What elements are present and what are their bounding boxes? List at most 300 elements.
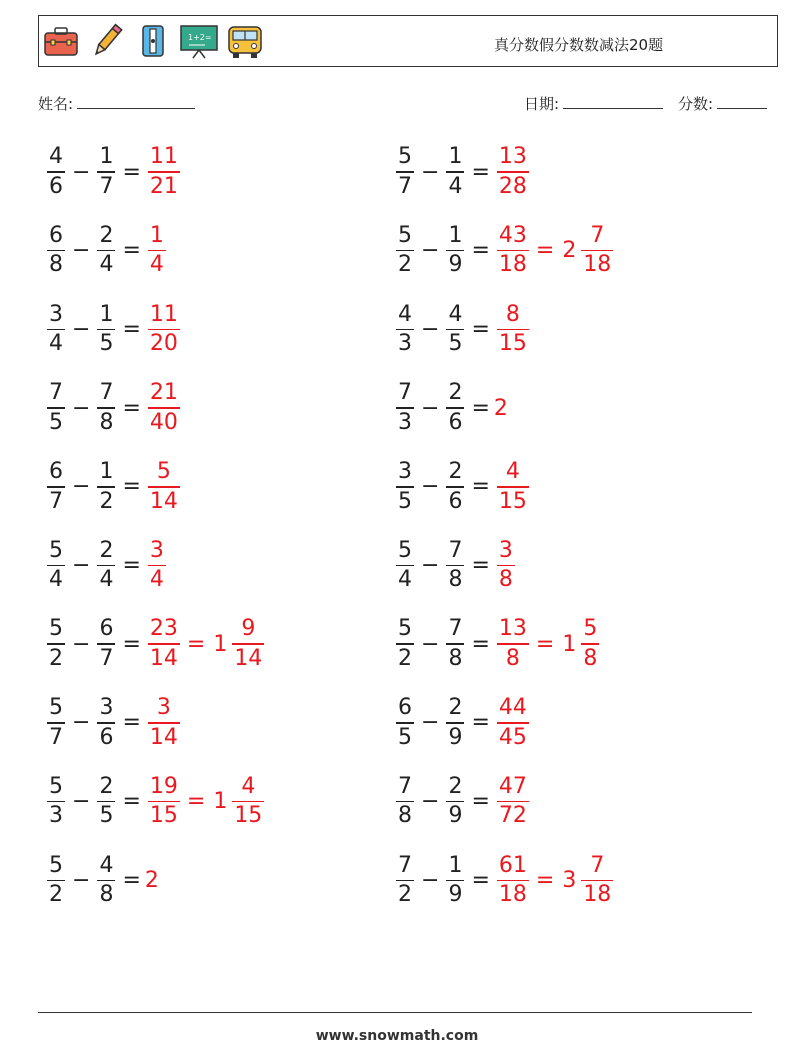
score-field [678,93,767,114]
denominator: 8 [448,567,463,593]
subtrahend-fraction [97,773,115,829]
minuend-fraction [47,773,65,829]
minus-sign: − [421,710,440,736]
mixed-whole: 1 [213,631,228,657]
equals-sign: = [122,316,141,342]
problem-row [393,457,532,517]
denominator: 4 [99,567,114,593]
equals-sign: = [122,474,141,500]
problem-row [44,614,267,674]
equals-sign: = [471,474,490,500]
numerator: 7 [398,773,412,799]
denominator: 4 [49,331,63,357]
equals-sign: = [471,867,490,893]
answer-fraction [497,697,529,749]
denominator: 14 [234,645,263,671]
mixed-fraction [232,618,264,670]
score-blank [717,94,767,109]
pencil-icon [87,21,127,61]
answer-fraction [148,382,180,434]
minuend-fraction [396,382,414,434]
mixed-whole: 3 [562,867,577,893]
denominator: 9 [448,882,463,908]
subtrahend-fraction [97,301,115,357]
answer-equals-sign: = [535,631,555,657]
subtrahend-fraction [446,461,464,513]
minus-sign: − [421,395,440,421]
minus-sign: − [421,238,440,264]
answer [494,146,532,198]
numerator: 3 [49,301,63,327]
denominator: 4 [49,567,63,593]
denominator: 2 [49,882,63,908]
denominator: 4 [149,567,164,593]
numerator: 2 [448,380,463,406]
denominator: 18 [498,882,527,908]
answer-equals-sign: = [535,867,555,893]
problem-row [393,614,602,674]
denominator: 9 [448,724,463,750]
answer-fraction [497,773,529,829]
answer [145,618,267,670]
mixed-whole: 2 [562,238,577,264]
denominator: 14 [149,645,178,671]
denominator: 8 [505,645,520,671]
denominator: 15 [234,803,263,829]
numerator: 5 [398,144,412,170]
equals-sign: = [471,631,490,657]
denominator: 28 [498,173,527,199]
mixed-whole: 1 [562,631,577,657]
subtrahend-fraction [446,852,464,908]
denominator: 2 [398,252,412,278]
subtrahend-fraction [97,222,115,278]
denominator: 8 [448,645,463,671]
answer [145,868,159,893]
answer [145,222,169,278]
mixed-fraction [581,852,613,908]
numerator: 19 [149,773,178,799]
problem-row [393,536,518,596]
minuend-fraction [47,301,65,357]
denominator: 2 [49,645,63,671]
minus-sign: − [72,631,91,657]
name-field [38,93,195,114]
subtrahend-fraction [97,697,115,749]
numerator: 4 [505,459,520,485]
numerator: 6 [398,695,412,721]
minus-sign: − [421,631,440,657]
numerator: 5 [49,773,63,799]
equals-sign: = [122,159,141,185]
denominator: 40 [149,409,178,435]
answer-fraction [148,773,180,829]
denominator: 6 [49,173,63,199]
minuend-fraction [47,461,65,513]
denominator: 2 [99,488,114,514]
minuend-fraction [396,852,414,908]
problem-row [44,142,183,202]
denominator: 20 [149,331,178,357]
denominator: 8 [398,803,412,829]
subtrahend-fraction [446,301,464,357]
problem-row [44,378,183,438]
denominator: 8 [583,645,598,671]
minus-sign: − [72,553,91,578]
numerator: 7 [448,537,463,563]
equals-sign: = [471,159,490,185]
footer-divider [38,1012,752,1013]
answer [494,396,508,421]
numerator: 4 [241,773,256,799]
minuend-fraction [47,222,65,278]
answer-fraction [148,301,180,357]
answer-equals-sign: = [186,789,206,815]
minuend-fraction [396,618,414,670]
problem-row [393,693,532,753]
denominator: 18 [498,252,527,278]
numerator: 7 [590,852,605,878]
answer-fraction [148,697,180,749]
numerator: 61 [498,852,527,878]
subtrahend-fraction [97,618,115,670]
denominator: 7 [398,173,412,199]
equals-sign: = [471,395,490,421]
subtrahend-fraction [446,537,464,593]
answer [145,697,183,749]
equals-sign: = [122,238,141,264]
minuend-fraction [396,461,414,513]
denominator: 6 [448,488,463,514]
school-bus-icon [225,21,265,61]
numerator: 1 [99,459,114,485]
answer-fraction [497,537,515,593]
equals-sign: = [471,316,490,342]
minus-sign: − [72,474,91,500]
denominator: 15 [498,331,527,357]
problem-row [44,221,169,281]
svg-text:1+2=: 1+2= [188,33,212,42]
footer-url: www.snowmath.com [315,1028,479,1044]
problem-row [44,772,267,832]
subtrahend-fraction [446,382,464,434]
minuend-fraction [47,852,65,908]
denominator: 7 [99,173,114,199]
answer-equals-sign: = [186,631,206,657]
subtrahend-fraction [97,146,115,198]
answer [494,537,518,593]
minus-sign: − [72,710,91,736]
subtrahend-fraction [446,618,464,670]
answer-fraction [497,146,529,198]
minus-sign: − [72,789,91,815]
denominator: 5 [448,331,463,357]
numerator: 7 [398,380,412,406]
date-field [524,93,663,114]
numerator: 7 [49,380,63,406]
problem-row [44,536,169,596]
minus-sign: − [72,316,91,342]
denominator: 8 [99,882,114,908]
numerator: 11 [149,301,178,327]
answer-fraction [497,461,529,513]
denominator: 9 [448,252,463,278]
equals-sign: = [471,710,490,736]
numerator: 13 [498,144,527,170]
problem-row [44,693,183,753]
subtrahend-fraction [97,537,115,593]
mixed-fraction [581,618,599,670]
numerator: 6 [49,222,63,248]
denominator: 6 [448,409,463,435]
numerator: 4 [49,144,63,170]
numerator: 47 [498,773,527,799]
numerator: 9 [241,616,256,642]
numerator: 2 [99,773,114,799]
minus-sign: − [72,395,91,421]
mixed-fraction [581,222,613,278]
problem-row [393,221,616,281]
denominator: 7 [99,645,114,671]
minuend-fraction [47,697,65,749]
equals-sign: = [471,553,490,578]
minuend-fraction [47,146,65,198]
name-label: 姓名: [38,95,74,113]
chalkboard-icon [179,21,219,61]
denominator: 72 [498,803,527,829]
denominator: 8 [99,409,114,435]
numerator: 3 [99,695,114,721]
numerator: 5 [49,852,63,878]
equals-sign: = [122,553,141,578]
subtrahend-fraction [97,852,115,908]
denominator: 8 [49,252,63,278]
date-blank [563,94,663,109]
answer [494,852,616,908]
denominator: 5 [398,724,412,750]
denominator: 15 [149,803,178,829]
equals-sign: = [122,710,141,736]
numerator: 5 [49,616,63,642]
answer-fraction [497,301,529,357]
problem-row [393,142,532,202]
denominator: 15 [498,488,527,514]
numerator: 7 [398,852,412,878]
numerator: 4 [398,301,412,327]
minus-sign: − [72,867,91,893]
problem-row [44,457,183,517]
denominator: 14 [149,488,178,514]
denominator: 5 [49,409,63,435]
numerator: 13 [498,616,527,642]
denominator: 7 [49,488,63,514]
numerator: 3 [149,537,164,563]
header-box [38,15,778,67]
denominator: 14 [149,724,178,750]
numerator: 4 [99,852,114,878]
subtrahend-fraction [97,461,115,513]
numerator: 5 [49,537,63,563]
minuend-fraction [47,618,65,670]
answer-fraction [148,146,180,198]
minuend-fraction [396,146,414,198]
answer-fraction [148,461,180,513]
denominator: 4 [448,173,463,199]
minuend-fraction [396,697,414,749]
denominator: 4 [99,252,114,278]
answer-fraction [148,222,166,278]
answer-equals-sign: = [535,238,555,264]
answer-fraction [497,852,529,908]
sharpener-icon [133,21,173,61]
minus-sign: − [72,238,91,264]
numerator: 5 [156,459,171,485]
problem-row [393,378,508,438]
minuend-fraction [396,773,414,829]
denominator: 7 [49,724,63,750]
answer-fraction [148,537,166,593]
denominator: 45 [498,724,527,750]
numerator: 43 [498,222,527,248]
date-label: 日期: [524,95,560,113]
subtrahend-fraction [446,697,464,749]
minus-sign: − [421,789,440,815]
equals-sign: = [122,631,141,657]
equals-sign: = [122,789,141,815]
numerator: 1 [99,301,114,327]
denominator: 4 [149,252,164,278]
toolbox-icon [41,21,81,61]
minus-sign: − [421,159,440,185]
numerator: 44 [498,695,527,721]
minus-sign: − [421,474,440,500]
denominator: 6 [99,724,114,750]
numerator: 1 [99,144,114,170]
denominator: 3 [49,803,63,829]
numerator: 7 [590,222,605,248]
numerator: 3 [156,695,171,721]
numerator: 5 [398,616,412,642]
subtrahend-fraction [446,222,464,278]
equals-sign: = [122,395,141,421]
subtrahend-fraction [97,382,115,434]
answer-fraction [148,618,180,670]
worksheet-title: 真分数假分数数减法20题 [494,36,664,54]
name-blank [77,94,195,109]
score-label: 分数: [678,95,714,113]
numerator: 2 [448,773,463,799]
answer-whole: 2 [144,867,159,893]
problem-row [44,299,183,359]
numerator: 5 [398,537,412,563]
minuend-fraction [396,537,414,593]
subtrahend-fraction [446,146,464,198]
denominator: 5 [398,488,412,514]
denominator: 2 [398,645,412,671]
denominator: 2 [398,882,412,908]
numerator: 5 [49,695,63,721]
answer-fraction [497,222,529,278]
numerator: 8 [505,301,520,327]
denominator: 5 [99,803,114,829]
minus-sign: − [421,316,440,342]
equals-sign: = [471,238,490,264]
header-icons [41,19,271,63]
denominator: 3 [398,331,412,357]
minuend-fraction [396,222,414,278]
answer [494,461,532,513]
numerator: 3 [398,459,412,485]
denominator: 18 [583,252,612,278]
minuend-fraction [47,382,65,434]
numerator: 21 [149,380,178,406]
numerator: 1 [149,222,164,248]
numerator: 1 [448,222,463,248]
denominator: 3 [398,409,412,435]
answer [145,773,267,829]
answer [494,301,532,357]
numerator: 1 [448,852,463,878]
mixed-fraction [232,773,264,829]
denominator: 5 [99,331,114,357]
numerator: 11 [149,144,178,170]
answer [494,618,602,670]
numerator: 2 [99,222,114,248]
answer [145,382,183,434]
minus-sign: − [72,159,91,185]
subtrahend-fraction [446,773,464,829]
numerator: 23 [149,616,178,642]
denominator: 4 [398,567,412,593]
answer [145,537,169,593]
minus-sign: − [421,553,440,578]
numerator: 7 [448,616,463,642]
answer [494,697,532,749]
minus-sign: − [421,867,440,893]
numerator: 6 [99,616,114,642]
answer [145,461,183,513]
numerator: 2 [448,459,463,485]
problem-row [393,772,532,832]
numerator: 6 [49,459,63,485]
denominator: 8 [498,567,513,593]
numerator: 3 [498,537,513,563]
answer [145,146,183,198]
problem-row [393,299,532,359]
numerator: 5 [583,616,598,642]
numerator: 1 [448,144,463,170]
minuend-fraction [47,537,65,593]
equals-sign: = [471,789,490,815]
numerator: 5 [398,222,412,248]
problem-row [44,850,159,910]
numerator: 2 [448,695,463,721]
numerator: 2 [99,537,114,563]
answer [145,301,183,357]
answer-fraction [497,618,529,670]
numerator: 7 [99,380,114,406]
equals-sign: = [122,867,141,893]
denominator: 18 [583,882,612,908]
answer-whole: 2 [493,395,508,421]
answer [494,773,532,829]
denominator: 9 [448,803,463,829]
minuend-fraction [396,301,414,357]
numerator: 4 [448,301,463,327]
denominator: 21 [149,173,178,199]
mixed-whole: 1 [213,789,228,815]
answer [494,222,616,278]
